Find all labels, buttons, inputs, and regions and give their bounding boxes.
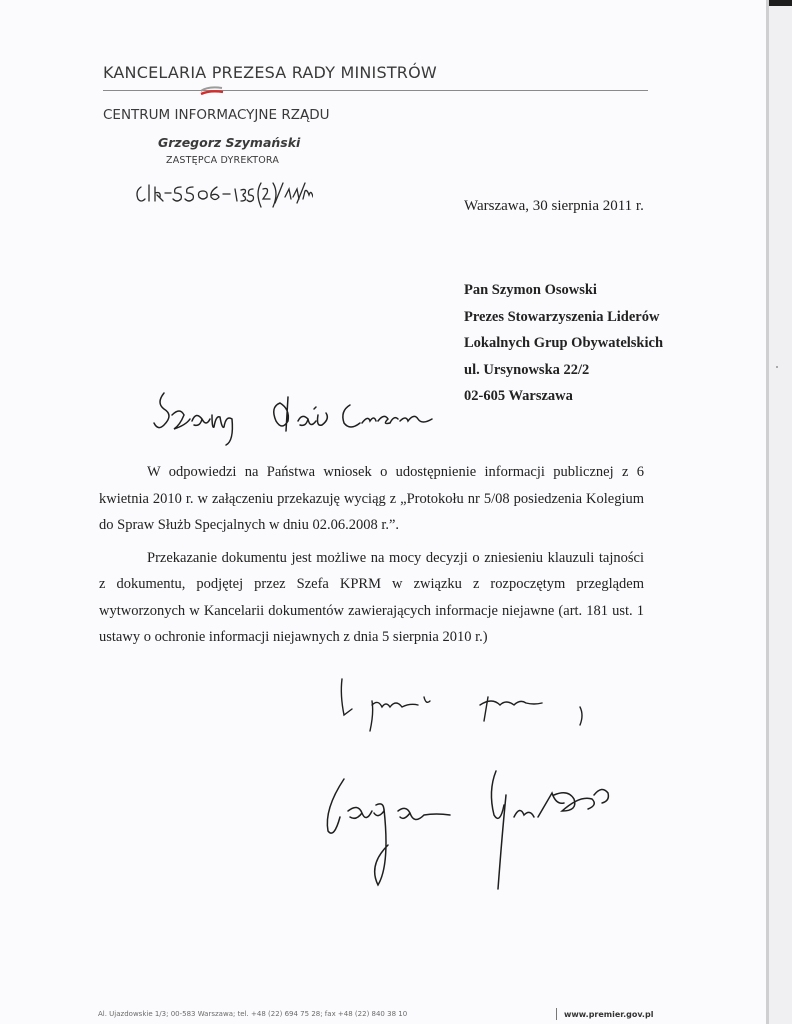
recipient-line: Pan Szymon Osowski	[464, 282, 597, 298]
recipient-address	[464, 277, 663, 410]
recipient-line: Lokalnych Grup Obywatelskich	[464, 335, 664, 351]
scan-speck	[776, 366, 778, 368]
date-line: Warszawa, 30 sierpnia 2011 r.	[464, 198, 644, 214]
letter-body	[99, 459, 644, 657]
handwritten-salutation	[150, 385, 490, 465]
footer-address: Al. Ujazdowskie 1/3; 00-583 Warszawa; tel. +48 (22) 694 75 28; fax +48 (22) 840 38 10	[98, 1010, 408, 1018]
body-paragraph: W odpowiedzi na Państwa wniosek o udostępnienie informacji publicznej z 6 kwietnia 2010 r. w załączeniu przekazuję wyciąg z „Protokołu nr 5/08 posiedzenia Kolegium do Spraw Służb Specjalnych w dniu 02.06.2008 r.”.	[99, 464, 644, 533]
handwritten-reference-number	[133, 177, 313, 217]
footer-website: www.premier.gov.pl	[564, 1010, 654, 1019]
recipient-line: 02-605 Warszawa	[464, 388, 573, 404]
recipient-line: ul. Ursynowska 22/2	[464, 361, 590, 378]
footer-separator	[556, 1008, 557, 1020]
institution-name: KANCELARIA PREZESA RADY MINISTRÓW	[103, 63, 437, 82]
department-name: CENTRUM INFORMACYJNE RZĄDU	[103, 107, 330, 123]
handwritten-closing	[330, 675, 600, 745]
signatory-role: ZASTĘPCA DYREKTORA	[166, 155, 280, 166]
signatory-name: Grzegorz Szymański	[158, 135, 301, 150]
letterhead-rule	[103, 90, 648, 91]
recipient-line: Prezes Stowarzyszenia Liderów	[464, 308, 660, 325]
body-paragraph: Przekazanie dokumentu jest możliwe na mocy decyzji o zniesieniu klauzuli tajności z dokumentu, podjętej przez Szefa KPRM w związku z rozpoczętym przeglądem wytworzonych w Kancelarii dokumentów zawierających informacje niejawne (art. 181 ust. 1 ustawy o ochronie informacji niejawnych z dnia 5 sierpnia 2010 r.)	[99, 549, 644, 645]
handwritten-signature	[318, 765, 638, 895]
scanner-edge	[766, 0, 792, 1024]
polish-flag-emblem-icon	[198, 84, 226, 98]
